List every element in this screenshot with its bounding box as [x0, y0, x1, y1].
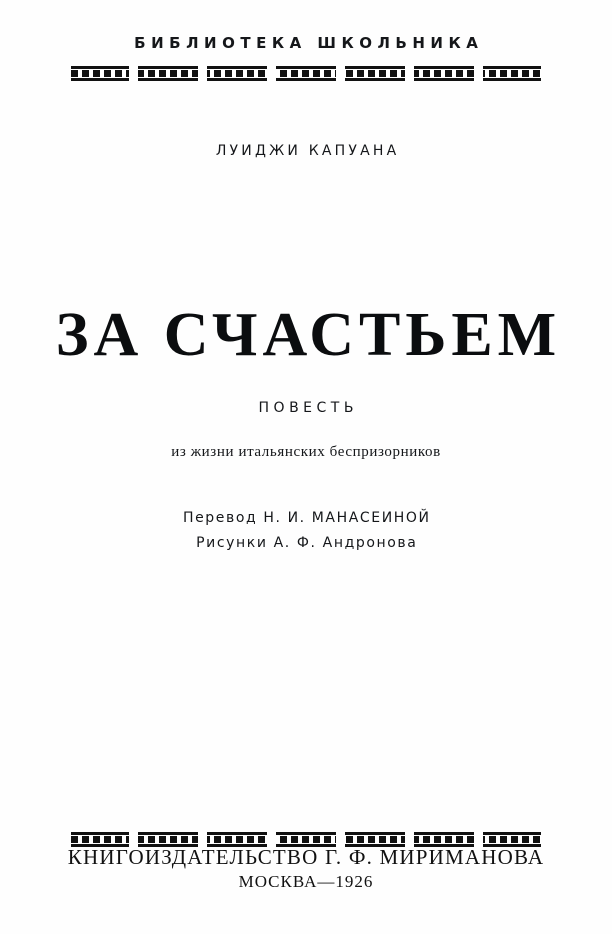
credit-translator: Перевод Н. И. МАНАСЕИНОЙ [182, 510, 431, 526]
ornament-bar-top [71, 66, 541, 69]
genre-label: ПОВЕСТЬ [258, 400, 358, 416]
publisher-name: КНИГОИЗДАТЕЛЬСТВО Г. Ф. МИРИМАНОВА [67, 845, 545, 869]
ornament-gap [474, 66, 483, 81]
ornament-gap [267, 66, 276, 81]
ornament-gap [336, 66, 345, 81]
author-name: ЛУИДЖИ КАПУАНА [215, 143, 400, 159]
city-and-year: МОСКВА—1926 [238, 872, 374, 891]
series-label: БИБЛИОТЕКА ШКОЛЬНИКА [134, 34, 484, 52]
ornament-bar-bottom [71, 78, 541, 81]
ornament-dashes [71, 836, 541, 843]
ornament-dashes [71, 70, 541, 77]
page-title: ЗА СЧАСТЬЕМ [55, 300, 562, 369]
ornament-gap [198, 66, 207, 81]
ornamental-rule-bottom-wrapper [0, 818, 612, 847]
ornament-gap [405, 66, 414, 81]
ornament-bar-top [71, 832, 541, 835]
credits-block [0, 510, 612, 560]
ornament-gap [129, 66, 138, 81]
subtitle: из жизни итальянских беспризорников [171, 444, 441, 460]
credit-illustrator: Рисунки А. Ф. Андронова [196, 535, 418, 551]
series-header [0, 34, 612, 81]
ornamental-rule-top [71, 66, 541, 81]
